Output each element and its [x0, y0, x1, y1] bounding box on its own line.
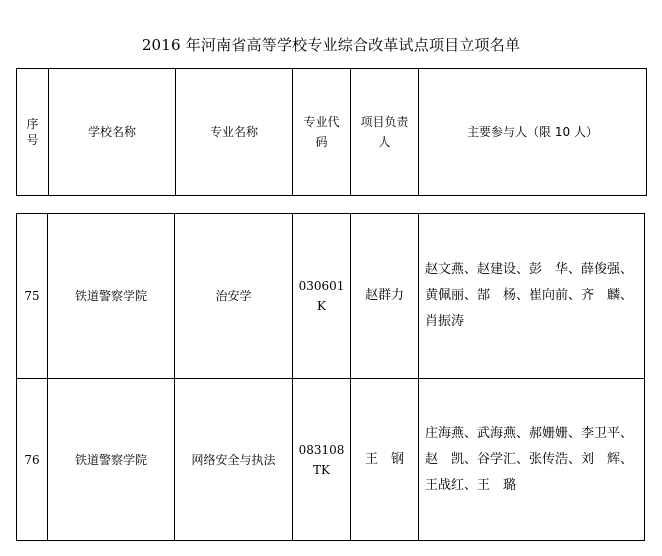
- row-school: 铁道警察学院: [48, 379, 175, 541]
- header-school: 学校名称: [49, 69, 176, 196]
- header-table: [16, 68, 647, 196]
- table-row: [17, 214, 645, 379]
- row-members: 庄海燕、武海燕、郝姗姗、李卫平、 赵 凯、谷学汇、张传浩、刘 辉、 王战红、王 璐: [419, 379, 645, 541]
- row-leader: 赵群力: [351, 214, 419, 379]
- row-major: 治安学: [175, 214, 293, 379]
- header-row: [17, 69, 647, 196]
- header-leader: 项目负责人: [351, 69, 419, 196]
- row-code: 083108 TK: [293, 379, 351, 541]
- header-code: 专业代码: [293, 69, 351, 196]
- project-table: [16, 213, 645, 541]
- row-seq: 76: [17, 379, 48, 541]
- header-seq: 序号: [17, 69, 49, 196]
- row-code: 030601 K: [293, 214, 351, 379]
- row-major: 网络安全与执法: [175, 379, 293, 541]
- row-leader: 王 钢: [351, 379, 419, 541]
- row-school: 铁道警察学院: [48, 214, 175, 379]
- row-members: 赵文燕、赵建设、彭 华、薛俊强、 黄佩丽、郜 杨、崔向前、齐 麟、 肖振涛: [419, 214, 645, 379]
- row-seq: 75: [17, 214, 48, 379]
- header-major: 专业名称: [176, 69, 293, 196]
- table-row: [17, 379, 645, 541]
- page-title: 2016 年河南省高等学校专业综合改革试点项目立项名单: [141, 36, 521, 54]
- header-members: 主要参与人（限 10 人）: [419, 69, 647, 196]
